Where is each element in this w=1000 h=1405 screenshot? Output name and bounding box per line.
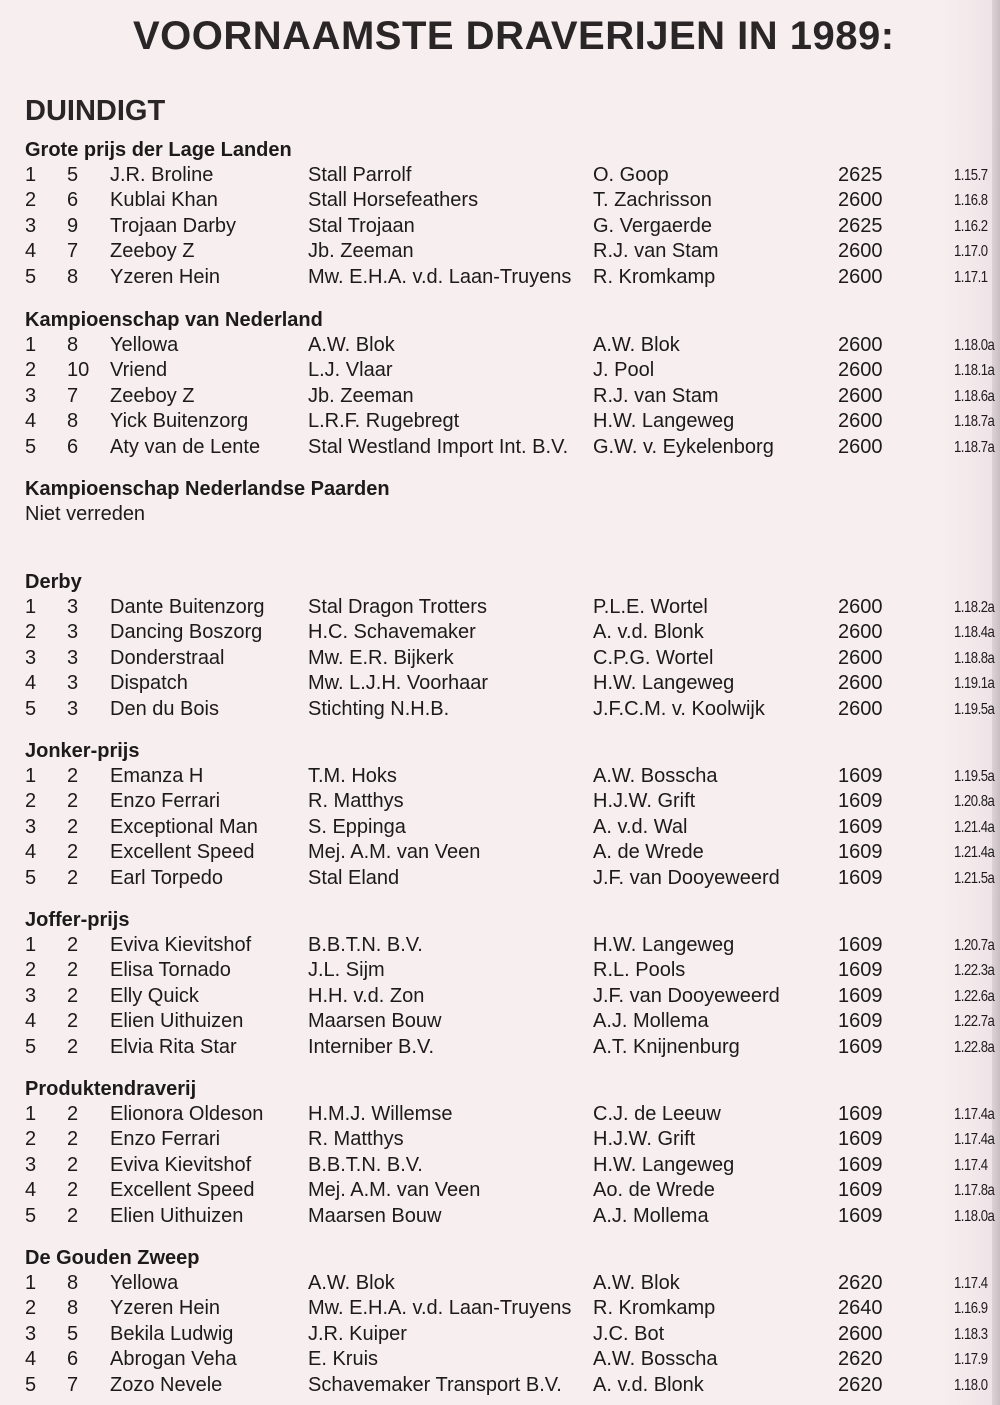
result-time: 1.15.7 xyxy=(954,167,988,184)
result-dist: 2600 xyxy=(838,596,883,618)
result-driver: G.W. v. Eykelenborg xyxy=(593,435,774,458)
result-age: 7 xyxy=(67,1373,79,1396)
result-owner: Interniber B.V. xyxy=(308,1035,435,1058)
result-dist: 2600 xyxy=(838,384,883,407)
result-horse: Trojaan Darby xyxy=(110,214,236,237)
result-row xyxy=(25,188,1000,213)
result-owner: H.M.J. Willemse xyxy=(308,1103,453,1125)
result-age: 2 xyxy=(67,765,79,787)
result-time: 1.22.8a xyxy=(954,1038,995,1056)
result-time: 1.18.0a xyxy=(954,1207,995,1225)
result-driver: A.W. Blok xyxy=(593,1272,680,1294)
result-time: 1.17.0 xyxy=(954,243,988,261)
result-pos: 4 xyxy=(25,1010,37,1033)
result-owner: H.H. v.d. Zon xyxy=(308,984,425,1007)
result-pos: 3 xyxy=(25,815,37,838)
race-section xyxy=(25,477,1000,527)
result-owner: J.R. Kuiper xyxy=(308,1322,407,1345)
result-age: 7 xyxy=(67,384,79,407)
result-horse: Yick Buitenzorg xyxy=(110,410,249,433)
result-pos: 2 xyxy=(25,359,37,382)
result-time: 1.21.4a xyxy=(954,844,995,862)
result-row xyxy=(25,840,1000,865)
result-pos: 4 xyxy=(25,410,37,433)
result-owner: Maarsen Bouw xyxy=(308,1204,442,1227)
result-age: 8 xyxy=(67,265,79,288)
result-age: 2 xyxy=(67,790,79,813)
result-pos: 5 xyxy=(25,1035,37,1058)
result-age: 2 xyxy=(67,984,79,1007)
result-time: 1.19.1a xyxy=(954,675,995,693)
result-owner: Schavemaker Transport B.V. xyxy=(308,1373,562,1396)
race-title: Kampioenschap van Nederland xyxy=(25,309,323,331)
result-horse: Elly Quick xyxy=(110,984,199,1007)
result-driver: P.L.E. Wortel xyxy=(593,596,708,618)
result-age: 3 xyxy=(67,646,79,669)
result-driver: A. v.d. Blonk xyxy=(593,621,704,644)
result-time: 1.20.8a xyxy=(954,793,995,811)
result-driver: A. v.d. Blonk xyxy=(593,1373,704,1396)
result-pos: 3 xyxy=(25,1153,37,1176)
result-dist: 1609 xyxy=(838,790,883,813)
result-pos: 2 xyxy=(25,621,37,644)
result-row xyxy=(25,789,1000,814)
result-dist: 1609 xyxy=(838,934,883,956)
result-owner: Maarsen Bouw xyxy=(308,1010,442,1033)
result-owner: A.W. Blok xyxy=(308,334,395,356)
race-section xyxy=(25,908,1000,1060)
result-dist: 2600 xyxy=(838,621,883,644)
result-time: 1.22.3a xyxy=(954,962,995,980)
result-time: 1.18.7a xyxy=(954,438,995,456)
result-dist: 2600 xyxy=(838,240,883,263)
result-age: 8 xyxy=(67,1272,79,1294)
result-row xyxy=(25,595,1000,620)
result-owner: Jb. Zeeman xyxy=(308,384,414,407)
result-age: 5 xyxy=(67,1322,79,1345)
result-horse: Excellent Speed xyxy=(110,841,255,864)
result-time: 1.17.1 xyxy=(954,268,988,286)
race-title: Kampioenschap Nederlandse Paarden xyxy=(25,478,390,500)
result-pos: 4 xyxy=(25,841,37,864)
result-row xyxy=(25,384,1000,409)
result-horse: Den du Bois xyxy=(110,697,219,720)
result-horse: Elionora Oldeson xyxy=(110,1103,264,1125)
result-row xyxy=(25,933,1000,958)
result-driver: A. v.d. Wal xyxy=(593,815,688,838)
result-row xyxy=(25,646,1000,671)
result-time: 1.22.6a xyxy=(954,987,995,1005)
result-row xyxy=(25,333,1000,358)
result-row xyxy=(25,1271,1000,1296)
result-owner: Stall Parrolf xyxy=(308,164,412,186)
result-pos: 4 xyxy=(25,672,37,695)
result-horse: Elvia Rita Star xyxy=(110,1035,237,1058)
result-pos: 3 xyxy=(25,1322,37,1345)
result-row xyxy=(25,435,1000,460)
result-age: 2 xyxy=(67,1103,79,1125)
result-dist: 1609 xyxy=(838,1179,883,1202)
result-horse: Yzeren Hein xyxy=(110,265,221,288)
race-section xyxy=(25,138,1000,290)
result-row xyxy=(25,358,1000,383)
result-pos: 1 xyxy=(25,1272,37,1294)
result-time: 1.17.4 xyxy=(954,1156,988,1174)
result-horse: Zeeboy Z xyxy=(110,384,195,407)
result-age: 8 xyxy=(67,334,79,356)
result-dist: 2600 xyxy=(838,189,883,212)
result-driver: H.W. Langeweg xyxy=(593,672,735,695)
race-title: Grote prijs der Lage Landen xyxy=(25,139,292,161)
result-pos: 5 xyxy=(25,265,37,288)
result-pos: 1 xyxy=(25,934,37,956)
result-age: 6 xyxy=(67,435,79,458)
result-horse: Excellent Speed xyxy=(110,1179,255,1202)
result-driver: J. Pool xyxy=(593,359,655,382)
result-driver: C.J. de Leeuw xyxy=(593,1103,721,1125)
result-row xyxy=(25,1178,1000,1203)
result-age: 2 xyxy=(67,841,79,864)
result-time: 1.22.7a xyxy=(954,1013,995,1031)
result-dist: 2600 xyxy=(838,697,883,720)
result-row xyxy=(25,815,1000,840)
result-age: 2 xyxy=(67,1153,79,1176)
result-dist: 1609 xyxy=(838,1153,883,1176)
result-horse: J.R. Broline xyxy=(110,164,214,186)
result-owner: Mw. E.H.A. v.d. Laan-Truyens xyxy=(308,265,572,288)
result-driver: G. Vergaerde xyxy=(593,214,712,237)
result-pos: 5 xyxy=(25,697,37,720)
result-row xyxy=(25,764,1000,789)
result-owner: R. Matthys xyxy=(308,1128,404,1151)
result-horse: Eviva Kievitshof xyxy=(110,934,252,956)
result-time: 1.16.2 xyxy=(954,217,988,235)
result-owner: E. Kruis xyxy=(308,1348,379,1371)
result-horse: Zozo Nevele xyxy=(110,1373,223,1396)
result-driver: O. Goop xyxy=(593,164,669,186)
result-owner: Mej. A.M. van Veen xyxy=(308,1179,481,1202)
result-pos: 2 xyxy=(25,189,37,212)
race-section xyxy=(25,308,1000,460)
result-age: 2 xyxy=(67,1128,79,1151)
result-dist: 1609 xyxy=(838,866,883,889)
result-owner: J.L. Sijm xyxy=(308,959,385,982)
result-driver: A.W. Bosscha xyxy=(593,1348,718,1371)
result-age: 3 xyxy=(67,596,79,618)
result-horse: Elien Uithuizen xyxy=(110,1010,244,1033)
result-row xyxy=(25,1102,1000,1127)
result-row xyxy=(25,697,1000,722)
result-pos: 5 xyxy=(25,1204,37,1227)
result-horse: Vriend xyxy=(110,359,168,382)
result-owner: T.M. Hoks xyxy=(308,765,397,787)
result-owner: Mw. E.H.A. v.d. Laan-Truyens xyxy=(308,1297,572,1320)
result-dist: 2620 xyxy=(838,1373,883,1396)
result-dist: 2600 xyxy=(838,646,883,669)
result-owner: Stichting N.H.B. xyxy=(308,697,450,720)
result-owner: Jb. Zeeman xyxy=(308,240,414,263)
result-row xyxy=(25,1035,1000,1060)
result-owner: L.J. Vlaar xyxy=(308,359,393,382)
result-horse: Aty van de Lente xyxy=(110,435,261,458)
page-title: VOORNAAMSTE DRAVERIJEN IN 1989: xyxy=(133,14,895,58)
result-horse: Kublai Khan xyxy=(110,189,218,212)
race-title: Produktendraverij xyxy=(25,1078,197,1100)
result-horse: Exceptional Man xyxy=(110,815,258,838)
result-row xyxy=(25,239,1000,264)
result-owner: Stal Westland Import Int. B.V. xyxy=(308,435,569,458)
result-dist: 2625 xyxy=(838,164,883,186)
result-owner: Mw. E.R. Bijkerk xyxy=(308,646,454,669)
result-dist: 2620 xyxy=(838,1272,883,1294)
result-row xyxy=(25,265,1000,290)
result-owner: Stal Eland xyxy=(308,866,400,889)
result-horse: Elien Uithuizen xyxy=(110,1204,244,1227)
result-driver: A.J. Mollema xyxy=(593,1204,709,1227)
result-driver: C.P.G. Wortel xyxy=(593,646,714,669)
result-row xyxy=(25,409,1000,434)
result-dist: 1609 xyxy=(838,1035,883,1058)
result-age: 2 xyxy=(67,1204,79,1227)
result-age: 2 xyxy=(67,934,79,956)
result-horse: Earl Torpedo xyxy=(110,866,224,889)
result-driver: A.W. Bosscha xyxy=(593,765,718,787)
result-age: 2 xyxy=(67,1010,79,1033)
result-dist: 1609 xyxy=(838,815,883,838)
result-dist: 2600 xyxy=(838,435,883,458)
result-row xyxy=(25,984,1000,1009)
race-title: Jonker-prijs xyxy=(25,740,140,762)
result-horse: Dispatch xyxy=(110,672,188,695)
result-driver: J.C. Bot xyxy=(593,1322,665,1345)
result-dist: 2640 xyxy=(838,1297,883,1320)
result-owner: Mej. A.M. van Veen xyxy=(308,841,481,864)
result-dist: 1609 xyxy=(838,1204,883,1227)
result-time: 1.18.1a xyxy=(954,362,995,380)
race-title: Joffer-prijs xyxy=(25,909,130,931)
result-driver: H.J.W. Grift xyxy=(593,790,696,813)
result-owner: B.B.T.N. B.V. xyxy=(308,934,423,956)
result-driver: Ao. de Wrede xyxy=(593,1179,715,1202)
result-age: 2 xyxy=(67,815,79,838)
result-pos: 4 xyxy=(25,1348,37,1371)
result-pos: 1 xyxy=(25,1103,37,1125)
result-horse: Donderstraal xyxy=(110,646,225,669)
result-horse: Emanza H xyxy=(110,765,204,787)
result-owner: A.W. Blok xyxy=(308,1272,395,1294)
result-driver: R. Kromkamp xyxy=(593,265,716,288)
result-row xyxy=(25,1153,1000,1178)
result-row xyxy=(25,620,1000,645)
result-row xyxy=(25,1204,1000,1229)
result-time: 1.21.5a xyxy=(954,869,995,887)
result-pos: 4 xyxy=(25,240,37,263)
result-owner: B.B.T.N. B.V. xyxy=(308,1153,423,1176)
result-pos: 3 xyxy=(25,646,37,669)
race-section xyxy=(25,1246,1000,1398)
result-time: 1.18.2a xyxy=(954,599,995,616)
result-dist: 2625 xyxy=(838,214,883,237)
result-driver: J.F. van Dooyeweerd xyxy=(593,866,780,889)
result-age: 6 xyxy=(67,1348,79,1371)
result-owner: Stal Trojaan xyxy=(308,214,415,237)
result-dist: 2600 xyxy=(838,1322,883,1345)
result-time: 1.19.5a xyxy=(954,700,995,718)
result-time: 1.18.8a xyxy=(954,649,995,667)
result-time: 1.17.4a xyxy=(954,1106,995,1123)
result-time: 1.19.5a xyxy=(954,768,995,785)
result-time: 1.17.9 xyxy=(954,1351,988,1369)
result-pos: 2 xyxy=(25,959,37,982)
result-age: 3 xyxy=(67,697,79,720)
result-row xyxy=(25,214,1000,239)
result-age: 6 xyxy=(67,189,79,212)
result-pos: 5 xyxy=(25,866,37,889)
result-age: 2 xyxy=(67,959,79,982)
result-dist: 2600 xyxy=(838,359,883,382)
result-driver: A.T. Knijnenburg xyxy=(593,1035,740,1058)
result-dist: 1609 xyxy=(838,984,883,1007)
result-row xyxy=(25,671,1000,696)
result-age: 2 xyxy=(67,866,79,889)
result-time: 1.18.3 xyxy=(954,1325,988,1343)
result-driver: R.J. van Stam xyxy=(593,384,719,407)
result-horse: Enzo Ferrari xyxy=(110,1128,221,1151)
race-note: Niet verreden xyxy=(25,503,146,525)
result-horse: Yzeren Hein xyxy=(110,1297,221,1320)
result-pos: 3 xyxy=(25,214,37,237)
result-owner: Stall Horsefeathers xyxy=(308,189,479,212)
result-row xyxy=(25,1009,1000,1034)
result-time: 1.16.9 xyxy=(954,1300,988,1318)
result-dist: 2620 xyxy=(838,1348,883,1371)
result-age: 10 xyxy=(67,359,90,382)
result-dist: 2600 xyxy=(838,672,883,695)
result-driver: A.W. Blok xyxy=(593,334,680,356)
result-row xyxy=(25,1322,1000,1347)
result-horse: Eviva Kievitshof xyxy=(110,1153,252,1176)
result-owner: Mw. L.J.H. Voorhaar xyxy=(308,672,489,695)
result-row xyxy=(25,163,1000,188)
result-driver: T. Zachrisson xyxy=(593,189,712,212)
result-time: 1.18.7a xyxy=(954,413,995,431)
result-age: 8 xyxy=(67,410,79,433)
result-horse: Zeeboy Z xyxy=(110,240,195,263)
result-dist: 1609 xyxy=(838,1128,883,1151)
result-time: 1.18.4a xyxy=(954,624,995,642)
result-dist: 1609 xyxy=(838,841,883,864)
result-time: 1.20.7a xyxy=(954,937,995,954)
result-dist: 2600 xyxy=(838,265,883,288)
result-pos: 2 xyxy=(25,1297,37,1320)
result-pos: 2 xyxy=(25,1128,37,1151)
result-age: 7 xyxy=(67,240,79,263)
result-row xyxy=(25,1373,1000,1398)
result-row xyxy=(25,866,1000,891)
result-driver: J.F.C.M. v. Koolwijk xyxy=(593,697,765,720)
result-pos: 5 xyxy=(25,1373,37,1396)
result-horse: Dancing Boszorg xyxy=(110,621,263,644)
result-time: 1.16.8 xyxy=(954,192,988,210)
result-driver: H.W. Langeweg xyxy=(593,410,735,433)
result-pos: 5 xyxy=(25,435,37,458)
result-owner: Stal Dragon Trotters xyxy=(308,596,487,618)
result-time: 1.17.4 xyxy=(954,1275,988,1292)
result-pos: 1 xyxy=(25,164,37,186)
result-owner: H.C. Schavemaker xyxy=(308,621,476,644)
result-pos: 3 xyxy=(25,384,37,407)
result-age: 3 xyxy=(67,621,79,644)
result-dist: 1609 xyxy=(838,1010,883,1033)
result-time: 1.17.4a xyxy=(954,1131,995,1149)
result-age: 8 xyxy=(67,1297,79,1320)
result-age: 3 xyxy=(67,672,79,695)
race-section xyxy=(25,739,1000,891)
result-pos: 3 xyxy=(25,984,37,1007)
result-horse: Dante Buitenzorg xyxy=(110,596,265,618)
result-age: 5 xyxy=(67,164,79,186)
result-dist: 1609 xyxy=(838,765,883,787)
result-time: 1.18.0a xyxy=(954,337,995,354)
result-dist: 1609 xyxy=(838,959,883,982)
result-horse: Bekila Ludwig xyxy=(110,1322,234,1345)
result-driver: R. Kromkamp xyxy=(593,1297,716,1320)
result-driver: H.W. Langeweg xyxy=(593,1153,735,1176)
result-age: 9 xyxy=(67,214,79,237)
result-driver: H.J.W. Grift xyxy=(593,1128,696,1151)
result-pos: 1 xyxy=(25,596,37,618)
result-pos: 4 xyxy=(25,1179,37,1202)
result-owner: R. Matthys xyxy=(308,790,404,813)
result-horse: Abrogan Veha xyxy=(110,1348,237,1371)
result-owner: L.R.F. Rugebregt xyxy=(308,410,460,433)
result-pos: 1 xyxy=(25,334,37,356)
result-driver: A.J. Mollema xyxy=(593,1010,709,1033)
result-horse: Elisa Tornado xyxy=(110,959,231,982)
result-driver: R.L. Pools xyxy=(593,959,686,982)
result-time: 1.18.0 xyxy=(954,1376,988,1394)
result-owner: S. Eppinga xyxy=(308,815,406,838)
result-row xyxy=(25,1296,1000,1321)
result-age: 2 xyxy=(67,1035,79,1058)
result-time: 1.21.4a xyxy=(954,818,995,836)
result-horse: Yellowa xyxy=(110,334,179,356)
result-time: 1.18.6a xyxy=(954,387,995,405)
result-row xyxy=(25,1127,1000,1152)
race-title: De Gouden Zweep xyxy=(25,1247,200,1269)
result-horse: Enzo Ferrari xyxy=(110,790,221,813)
race-title: Derby xyxy=(25,571,82,593)
result-age: 2 xyxy=(67,1179,79,1202)
result-dist: 2600 xyxy=(838,334,883,356)
race-section xyxy=(25,1077,1000,1229)
result-dist: 2600 xyxy=(838,410,883,433)
result-dist: 1609 xyxy=(838,1103,883,1125)
result-driver: J.F. van Dooyeweerd xyxy=(593,984,780,1007)
result-pos: 2 xyxy=(25,790,37,813)
result-driver: H.W. Langeweg xyxy=(593,934,735,956)
result-time: 1.17.8a xyxy=(954,1182,995,1200)
race-section xyxy=(25,570,1000,722)
result-pos: 1 xyxy=(25,765,37,787)
result-driver: R.J. van Stam xyxy=(593,240,719,263)
result-row xyxy=(25,958,1000,983)
venue-heading: DUINDIGT xyxy=(25,95,166,127)
result-horse: Yellowa xyxy=(110,1272,179,1294)
result-row xyxy=(25,1347,1000,1372)
result-driver: A. de Wrede xyxy=(593,841,704,864)
